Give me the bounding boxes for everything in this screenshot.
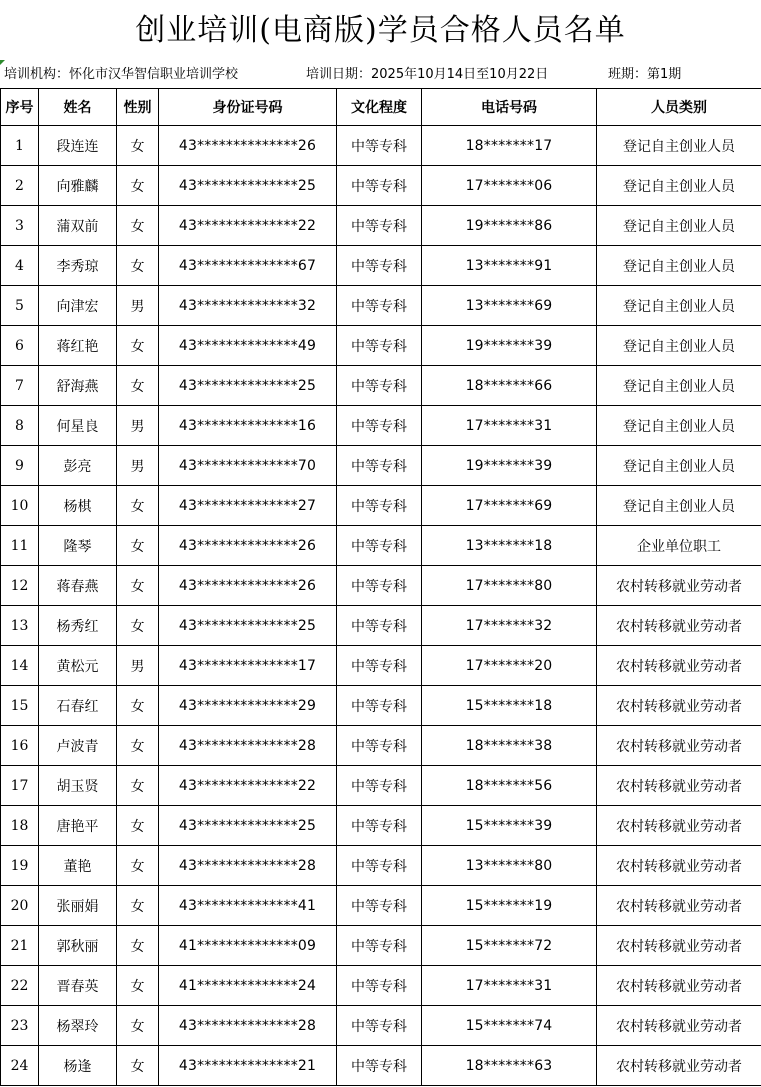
- cell-id-number: 43**************25: [159, 166, 337, 206]
- roster-table: [0, 88, 761, 1086]
- cell-gender: 女: [117, 846, 159, 886]
- cell-education: 中等专科: [337, 566, 422, 606]
- class-period: 班期：第1期: [608, 67, 682, 82]
- cell-index: 19: [1, 846, 39, 886]
- cell-name: 胡玉贤: [39, 766, 117, 806]
- cell-index: 16: [1, 726, 39, 766]
- cell-phone: 18*******66: [422, 366, 597, 406]
- table-row: [1, 246, 761, 286]
- cell-gender: 男: [117, 286, 159, 326]
- cell-gender: 女: [117, 166, 159, 206]
- cell-education: 中等专科: [337, 966, 422, 1006]
- cell-id-number: 43**************25: [159, 606, 337, 646]
- cell-phone: 19*******39: [422, 326, 597, 366]
- cell-index: 15: [1, 686, 39, 726]
- cell-index: 18: [1, 806, 39, 846]
- cell-id-number: 41**************24: [159, 966, 337, 1006]
- cell-category: 登记自主创业人员: [597, 326, 761, 366]
- cell-phone: 18*******17: [422, 126, 597, 166]
- cell-gender: 女: [117, 1046, 159, 1086]
- page-title: 创业培训(电商版)学员合格人员名单: [135, 13, 626, 48]
- cell-index: 11: [1, 526, 39, 566]
- cell-gender: 男: [117, 406, 159, 446]
- cell-id-number: 43**************67: [159, 246, 337, 286]
- cell-category: 登记自主创业人员: [597, 366, 761, 406]
- cell-id-number: 43**************25: [159, 806, 337, 846]
- cell-index: 14: [1, 646, 39, 686]
- cell-name: 杨翠玲: [39, 1006, 117, 1046]
- training-org: 培训机构：怀化市汉华智信职业培训学校: [4, 67, 239, 82]
- cell-id-number: 43**************26: [159, 526, 337, 566]
- cell-gender: 女: [117, 966, 159, 1006]
- cell-category: 农村转移就业劳动者: [597, 846, 761, 886]
- cell-gender: 女: [117, 806, 159, 846]
- cell-name: 卢波青: [39, 726, 117, 766]
- cell-phone: 13*******18: [422, 526, 597, 566]
- table-row: [1, 846, 761, 886]
- cell-category: 登记自主创业人员: [597, 246, 761, 286]
- cell-name: 蒋春燕: [39, 566, 117, 606]
- cell-gender: 女: [117, 566, 159, 606]
- table-row: [1, 806, 761, 846]
- cell-category: 登记自主创业人员: [597, 486, 761, 526]
- cell-category: 农村转移就业劳动者: [597, 926, 761, 966]
- cell-category: 农村转移就业劳动者: [597, 1006, 761, 1046]
- cell-education: 中等专科: [337, 246, 422, 286]
- table-row: [1, 126, 761, 166]
- table-row: [1, 286, 761, 326]
- cell-id-number: 43**************27: [159, 486, 337, 526]
- cell-gender: 女: [117, 606, 159, 646]
- cell-index: 8: [1, 406, 39, 446]
- cell-gender: 女: [117, 766, 159, 806]
- cell-education: 中等专科: [337, 406, 422, 446]
- cell-name: 杨秀红: [39, 606, 117, 646]
- cell-education: 中等专科: [337, 1046, 422, 1086]
- cell-id-number: 43**************70: [159, 446, 337, 486]
- cell-phone: 17*******32: [422, 606, 597, 646]
- header-name: 姓名: [39, 89, 117, 126]
- cell-gender: 女: [117, 686, 159, 726]
- cell-phone: 17*******20: [422, 646, 597, 686]
- cell-phone: 13*******69: [422, 286, 597, 326]
- cell-category: 企业单位职工: [597, 526, 761, 566]
- cell-phone: 17*******31: [422, 966, 597, 1006]
- cell-name: 董艳: [39, 846, 117, 886]
- cell-education: 中等专科: [337, 526, 422, 566]
- cell-id-number: 43**************28: [159, 1006, 337, 1046]
- cell-gender: 女: [117, 926, 159, 966]
- table-row: [1, 446, 761, 486]
- header-education: 文化程度: [337, 89, 422, 126]
- table-row: [1, 486, 761, 526]
- cell-index: 10: [1, 486, 39, 526]
- table-row: [1, 926, 761, 966]
- table-row: [1, 686, 761, 726]
- training-date: 培训日期：2025年10月14日至10月22日: [306, 67, 549, 82]
- cell-gender: 女: [117, 886, 159, 926]
- cell-id-number: 43**************16: [159, 406, 337, 446]
- cell-name: 向雅麟: [39, 166, 117, 206]
- cell-education: 中等专科: [337, 766, 422, 806]
- cell-phone: 15*******74: [422, 1006, 597, 1046]
- cell-education: 中等专科: [337, 686, 422, 726]
- cell-id-number: 43**************22: [159, 206, 337, 246]
- cell-name: 郭秋丽: [39, 926, 117, 966]
- cell-category: 农村转移就业劳动者: [597, 646, 761, 686]
- cell-id-number: 43**************29: [159, 686, 337, 726]
- cell-name: 张丽娟: [39, 886, 117, 926]
- cell-name: 唐艳平: [39, 806, 117, 846]
- cell-name: 晋春英: [39, 966, 117, 1006]
- cell-category: 登记自主创业人员: [597, 166, 761, 206]
- table-row: [1, 606, 761, 646]
- cell-education: 中等专科: [337, 1006, 422, 1046]
- cell-id-number: 43**************26: [159, 126, 337, 166]
- cell-gender: 女: [117, 246, 159, 286]
- cell-education: 中等专科: [337, 126, 422, 166]
- cell-phone: 17*******31: [422, 406, 597, 446]
- cell-education: 中等专科: [337, 726, 422, 766]
- table-row: [1, 726, 761, 766]
- cell-education: 中等专科: [337, 646, 422, 686]
- cell-index: 17: [1, 766, 39, 806]
- cell-index: 20: [1, 886, 39, 926]
- cell-id-number: 43**************22: [159, 766, 337, 806]
- cell-name: 蒲双前: [39, 206, 117, 246]
- cell-index: 5: [1, 286, 39, 326]
- cell-education: 中等专科: [337, 206, 422, 246]
- cell-name: 石春红: [39, 686, 117, 726]
- cell-category: 登记自主创业人员: [597, 446, 761, 486]
- cell-index: 24: [1, 1046, 39, 1086]
- cell-phone: 18*******38: [422, 726, 597, 766]
- cell-id-number: 43**************28: [159, 726, 337, 766]
- cell-id-number: 43**************21: [159, 1046, 337, 1086]
- cell-category: 登记自主创业人员: [597, 286, 761, 326]
- table-header-row: [1, 89, 761, 126]
- header-gender: 性别: [117, 89, 159, 126]
- cell-education: 中等专科: [337, 606, 422, 646]
- cell-category: 农村转移就业劳动者: [597, 966, 761, 1006]
- table-row: [1, 1006, 761, 1046]
- cell-gender: 男: [117, 446, 159, 486]
- table-row: [1, 206, 761, 246]
- cell-education: 中等专科: [337, 446, 422, 486]
- table-row: [1, 406, 761, 446]
- table-row: [1, 966, 761, 1006]
- cell-index: 13: [1, 606, 39, 646]
- cell-id-number: 43**************32: [159, 286, 337, 326]
- cell-category: 登记自主创业人员: [597, 206, 761, 246]
- header-phone: 电话号码: [422, 89, 597, 126]
- cell-category: 农村转移就业劳动者: [597, 566, 761, 606]
- cell-index: 7: [1, 366, 39, 406]
- cell-id-number: 43**************25: [159, 366, 337, 406]
- cell-gender: 男: [117, 646, 159, 686]
- cell-education: 中等专科: [337, 486, 422, 526]
- cell-index: 23: [1, 1006, 39, 1046]
- table-row: [1, 566, 761, 606]
- cell-name: 彭亮: [39, 446, 117, 486]
- cell-phone: 17*******69: [422, 486, 597, 526]
- cell-id-number: 41**************09: [159, 926, 337, 966]
- cell-phone: 13*******80: [422, 846, 597, 886]
- cell-phone: 18*******56: [422, 766, 597, 806]
- table-row: [1, 326, 761, 366]
- cell-name: 隆琴: [39, 526, 117, 566]
- cell-gender: 女: [117, 206, 159, 246]
- table-row: [1, 886, 761, 926]
- cell-phone: 17*******06: [422, 166, 597, 206]
- cell-id-number: 43**************26: [159, 566, 337, 606]
- cell-education: 中等专科: [337, 326, 422, 366]
- cell-name: 杨棋: [39, 486, 117, 526]
- cell-category: 农村转移就业劳动者: [597, 606, 761, 646]
- cell-gender: 女: [117, 486, 159, 526]
- header-category: 人员类别: [597, 89, 761, 126]
- cell-index: 9: [1, 446, 39, 486]
- cell-index: 3: [1, 206, 39, 246]
- cell-phone: 15*******72: [422, 926, 597, 966]
- cell-name: 李秀琼: [39, 246, 117, 286]
- cell-index: 1: [1, 126, 39, 166]
- cell-phone: 19*******39: [422, 446, 597, 486]
- header-index: 序号: [1, 89, 39, 126]
- cell-phone: 13*******91: [422, 246, 597, 286]
- cell-name: 段连连: [39, 126, 117, 166]
- cell-category: 登记自主创业人员: [597, 126, 761, 166]
- cell-education: 中等专科: [337, 806, 422, 846]
- cell-education: 中等专科: [337, 286, 422, 326]
- cell-index: 21: [1, 926, 39, 966]
- cell-name: 黄松元: [39, 646, 117, 686]
- cell-index: 6: [1, 326, 39, 366]
- cell-phone: 15*******19: [422, 886, 597, 926]
- cell-gender: 女: [117, 726, 159, 766]
- cell-category: 农村转移就业劳动者: [597, 806, 761, 846]
- cell-phone: 15*******39: [422, 806, 597, 846]
- table-row: [1, 526, 761, 566]
- cell-id-number: 43**************41: [159, 886, 337, 926]
- cell-id-number: 43**************28: [159, 846, 337, 886]
- info-line: [0, 62, 761, 88]
- cell-gender: 女: [117, 326, 159, 366]
- cell-education: 中等专科: [337, 366, 422, 406]
- table-row: [1, 766, 761, 806]
- cell-id-number: 43**************49: [159, 326, 337, 366]
- cell-name: 杨逢: [39, 1046, 117, 1086]
- cell-category: 农村转移就业劳动者: [597, 766, 761, 806]
- cell-index: 22: [1, 966, 39, 1006]
- cell-gender: 女: [117, 1006, 159, 1046]
- table-row: [1, 646, 761, 686]
- cell-name: 舒海燕: [39, 366, 117, 406]
- cell-name: 蒋红艳: [39, 326, 117, 366]
- table-row: [1, 166, 761, 206]
- cell-phone: 19*******86: [422, 206, 597, 246]
- cell-category: 农村转移就业劳动者: [597, 686, 761, 726]
- cell-name: 何星良: [39, 406, 117, 446]
- roster-body: [1, 126, 761, 1086]
- cell-gender: 女: [117, 126, 159, 166]
- table-row: [1, 1046, 761, 1086]
- cell-name: 向津宏: [39, 286, 117, 326]
- cell-gender: 女: [117, 366, 159, 406]
- cell-gender: 女: [117, 526, 159, 566]
- cell-index: 12: [1, 566, 39, 606]
- cell-education: 中等专科: [337, 846, 422, 886]
- cell-category: 农村转移就业劳动者: [597, 1046, 761, 1086]
- cell-category: 农村转移就业劳动者: [597, 726, 761, 766]
- cell-index: 2: [1, 166, 39, 206]
- cell-category: 农村转移就业劳动者: [597, 886, 761, 926]
- table-row: [1, 366, 761, 406]
- cell-category: 登记自主创业人员: [597, 406, 761, 446]
- cell-phone: 17*******80: [422, 566, 597, 606]
- cell-phone: 18*******63: [422, 1046, 597, 1086]
- cell-index: 4: [1, 246, 39, 286]
- cell-education: 中等专科: [337, 886, 422, 926]
- header-id-number: 身份证号码: [159, 89, 337, 126]
- cell-education: 中等专科: [337, 166, 422, 206]
- cell-education: 中等专科: [337, 926, 422, 966]
- cell-id-number: 43**************17: [159, 646, 337, 686]
- cell-phone: 15*******18: [422, 686, 597, 726]
